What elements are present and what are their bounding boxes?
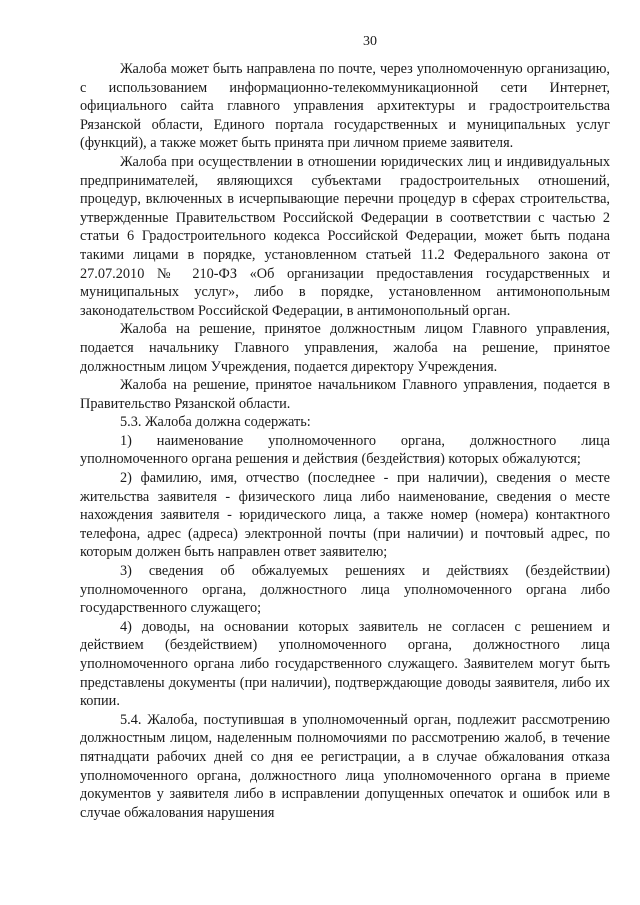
paragraph-complaint-channels: Жалоба может быть направлена по почте, через уполномоченную организацию, с использованием информационно-телекоммуникационной сети Интернет, официального сайта главного управления архитектуры и градостроительства Рязанской области, Единого портала государственных и муниципальных услуг (функций), а также может быть принята при личном приеме заявителя. [80, 61, 610, 152]
list-item-2: 2) фамилию, имя, отчество (последнее - при наличии), сведения о месте жительства заявителя - физического лица либо наименование, сведения о месте нахождения заявителя - юридического лица, а также номер (номера) контактного телефона, адрес (адреса) электронной почты (при наличии) и почтовый адрес, по которым должен быть направлен ответ заявителю; [80, 470, 610, 561]
list-item-1: 1) наименование уполномоченного органа, должностного лица уполномоченного органа решения и действия (бездействия) которых обжалуются; [80, 432, 610, 468]
paragraph-official-decision: Жалоба на решение, принятое должностным лицом Главного управления, подается начальнику Главного управления, жалоба на решение, принятое должностным лицом Учреждения, подается директору Учреждения. [80, 321, 610, 375]
paragraph-head-decision: Жалоба на решение, принятое начальником Главного управления, подается в Правительство Рязанской области. [80, 377, 610, 412]
section-5-4-paragraph: 5.4. Жалоба, поступившая в уполномоченный орган, подлежит рассмотрению должностным лицом, наделенным полномочиями по рассмотрению жалоб, в течение пятнадцати рабочих дней со дня ее регистрации, а в случае обжалования отказа уполномоченного органа, должностного лица уполномоченного органа в приеме документов у заявителя либо в исправлении допущенных опечаток и ошибок или в случае обжалования нарушения [80, 711, 610, 821]
list-item-4: 4) доводы, на основании которых заявитель не согласен с решением и действием (бездействием) уполномоченного органа, должностного лица уполномоченного органа либо государственного служащего. Заявителем могут быть представлены документы (при наличии), подтверждающие доводы заявителя, либо их копии. [80, 618, 610, 710]
paragraph-legal-entities: Жалоба при осуществлении в отношении юридических лиц и индивидуальных предпринимателей, являющихся субъектами градостроительных отношений, процедур, включенных в исчерпывающие перечни процедур в сферах строительства, утвержденные Правительством Российской Федерации в соответствии с частью 2 статьи 6 Градостроительного кодекса Российской Федерации, может быть подана такими лицами в порядке, установленном статьей 11.2 Федерального закона от 27.07.2010 № 210-ФЗ «Об организации предоставления государственных и муниципальных услуг», либо в порядке, установленном антимонопольным законодательством Российской Федерации, в антимонопольный орган. [80, 153, 610, 319]
page-number: 30 [363, 34, 377, 49]
list-item-3: 3) сведения об обжалуемых решениях и действиях (бездействии) уполномоченного органа, должностного лица уполномоченного органа либо государственного служащего; [80, 563, 610, 617]
section-5-3-heading: 5.3. Жалоба должна содержать: [120, 414, 311, 431]
